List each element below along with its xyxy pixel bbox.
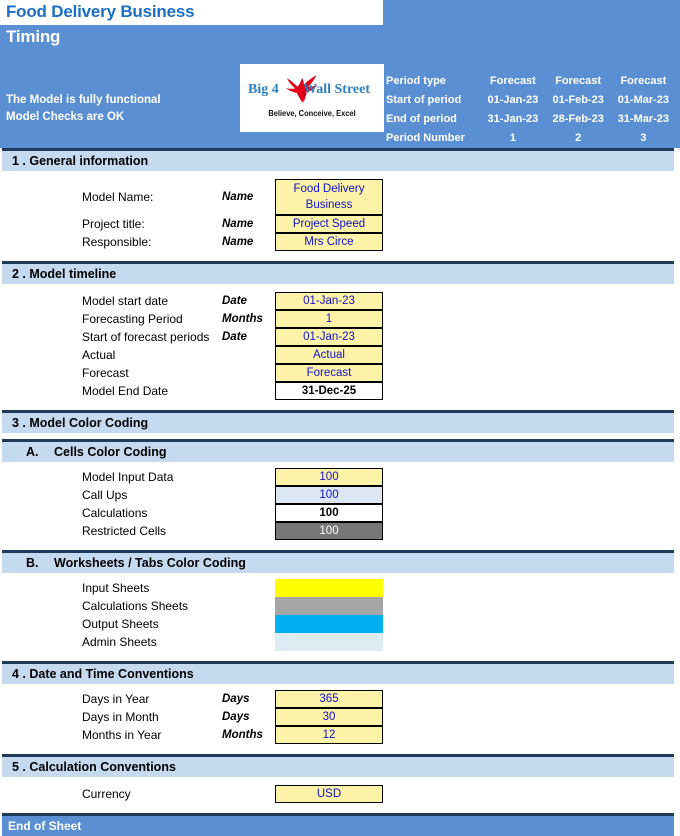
row-label: Calculations Sheets	[82, 599, 189, 613]
sheet-title: Timing	[6, 27, 61, 46]
row-unit: Days	[222, 711, 250, 723]
spacer	[0, 777, 680, 785]
section-header-calculation-conventions	[2, 754, 674, 777]
row-label: Restricted Cells	[82, 524, 167, 538]
start-of-period-value: 01-Jan-23	[487, 94, 539, 106]
section-header-date-time-conventions	[2, 661, 674, 684]
period-type-value: Forecast	[620, 75, 667, 87]
days-in-month-input[interactable]: 30	[275, 708, 383, 726]
period-type-label: Period type	[386, 75, 446, 87]
row-unit: Months	[222, 313, 263, 325]
row-label: Model Name:	[82, 190, 154, 204]
spacer	[0, 651, 680, 661]
row-model-name	[0, 179, 680, 215]
input-sheets-color-swatch	[275, 579, 383, 597]
spacer	[0, 540, 680, 550]
row-days-in-month	[0, 708, 680, 726]
end-of-sheet-label: End of Sheet	[8, 819, 82, 833]
logo-big4-text: Big 4	[248, 82, 279, 97]
row-label: Model End Date	[82, 384, 169, 398]
row-label: Calculations	[82, 506, 148, 520]
period-number-value: 1	[509, 132, 516, 144]
start-of-forecast-periods-input[interactable]: 01-Jan-23	[275, 328, 383, 346]
row-input-sheets	[0, 579, 680, 597]
project-title-input[interactable]: Project Speed	[275, 215, 383, 233]
spacer	[0, 803, 680, 813]
section-header-model-color-coding	[2, 410, 674, 433]
sheet-body	[0, 148, 680, 836]
period-number-value: 2	[575, 132, 582, 144]
general-information-rows	[0, 179, 680, 251]
start-of-period-value: 01-Feb-23	[552, 94, 604, 106]
days-in-year-input[interactable]: 365	[275, 690, 383, 708]
model-status-message: The Model is fully functional	[6, 94, 161, 106]
row-label: Responsible:	[82, 235, 152, 249]
row-label: Project title:	[82, 217, 145, 231]
calculation-conventions-rows	[0, 785, 680, 803]
call-ups-sample: 100	[275, 486, 383, 504]
cells-color-coding-rows	[0, 468, 680, 540]
row-model-input-data	[0, 468, 680, 486]
end-of-period-value: 31-Jan-23	[487, 113, 539, 125]
forecasting-period-input[interactable]: 1	[275, 310, 383, 328]
row-label: Currency	[82, 787, 131, 801]
row-calculations	[0, 504, 680, 522]
row-restricted-cells	[0, 522, 680, 540]
start-of-period-label: Start of period	[386, 94, 462, 106]
row-label: Output Sheets	[82, 617, 159, 631]
row-months-in-year	[0, 726, 680, 744]
subsection-letter: B.	[26, 556, 39, 570]
model-timeline-rows	[0, 292, 680, 400]
subsection-letter: A.	[26, 445, 39, 459]
spacer	[0, 744, 680, 754]
forecast-input[interactable]: Forecast	[275, 364, 383, 382]
row-model-end-date	[0, 382, 680, 400]
row-label: Input Sheets	[82, 581, 150, 595]
row-label: Call Ups	[82, 488, 128, 502]
spacer	[0, 251, 680, 261]
row-forecasting-period	[0, 310, 680, 328]
row-label: Start of forecast periods	[82, 330, 210, 344]
row-output-sheets	[0, 615, 680, 633]
row-days-in-year	[0, 690, 680, 708]
table-row	[386, 72, 676, 91]
row-label: Months in Year	[82, 728, 162, 742]
logo-tagline: Believe, Conceive, Excel	[268, 108, 356, 118]
row-label: Forecast	[82, 366, 129, 380]
section-header-label: 4 . Date and Time Conventions	[12, 667, 194, 681]
model-end-date-value: 31-Dec-25	[275, 382, 383, 400]
row-unit: Date	[222, 295, 247, 307]
row-label: Forecasting Period	[82, 312, 183, 326]
table-row	[386, 110, 676, 129]
workbook-title: Food Delivery Business	[6, 2, 195, 21]
section-header-label: 1 . General information	[12, 154, 149, 168]
restricted-cells-sample: 100	[275, 522, 383, 540]
sheet-banner	[0, 0, 680, 148]
logo-wallstreet-text: Wall Street	[303, 82, 371, 97]
subsection-header-tabs-color-coding	[2, 550, 674, 573]
end-of-period-label: End of period	[386, 113, 457, 125]
row-project-title	[0, 215, 680, 233]
period-header-table	[386, 72, 676, 148]
end-of-period-value: 28-Feb-23	[552, 113, 604, 125]
end-of-period-value: 31-Mar-23	[617, 113, 670, 125]
model-start-date-input[interactable]: 01-Jan-23	[275, 292, 383, 310]
logo-wordmark-row	[240, 78, 384, 104]
subsection-header-label: Cells Color Coding	[54, 445, 167, 459]
row-actual	[0, 346, 680, 364]
calculations-sheets-color-swatch	[275, 597, 383, 615]
row-calculations-sheets	[0, 597, 680, 615]
row-forecast	[0, 364, 680, 382]
row-unit: Months	[222, 729, 263, 741]
months-in-year-input[interactable]: 12	[275, 726, 383, 744]
row-unit: Name	[222, 218, 254, 230]
row-call-ups	[0, 486, 680, 504]
row-unit: Date	[222, 331, 247, 343]
subsection-header-label: Worksheets / Tabs Color Coding	[54, 556, 246, 570]
model-input-data-sample: 100	[275, 468, 383, 486]
admin-sheets-color-swatch	[275, 633, 383, 651]
start-of-period-value: 01-Mar-23	[617, 94, 670, 106]
currency-input[interactable]: USD	[275, 785, 383, 803]
period-number-label: Period Number	[386, 132, 465, 144]
row-label: Days in Year	[82, 692, 150, 706]
actual-input[interactable]: Actual	[275, 346, 383, 364]
table-row	[386, 91, 676, 110]
section-header-general-information	[2, 148, 674, 171]
section-header-label: 5 . Calculation Conventions	[12, 760, 176, 774]
row-currency	[0, 785, 680, 803]
tabs-color-coding-rows	[0, 579, 680, 651]
row-model-start-date	[0, 292, 680, 310]
subsection-header-cells-color-coding	[2, 439, 674, 462]
row-responsible	[0, 233, 680, 251]
spacer	[0, 400, 680, 410]
model-checks-message: Model Checks are OK	[6, 111, 125, 123]
section-header-label: 2 . Model timeline	[12, 267, 117, 281]
company-logo	[240, 64, 384, 132]
row-unit: Days	[222, 693, 250, 705]
spacer	[0, 171, 680, 179]
date-time-conventions-rows	[0, 690, 680, 744]
row-unit: Name	[222, 191, 254, 203]
responsible-input[interactable]: Mrs Circe	[275, 233, 383, 251]
row-label: Model Input Data	[82, 470, 174, 484]
output-sheets-color-swatch	[275, 615, 383, 633]
period-type-value: Forecast	[489, 75, 536, 87]
spacer	[0, 284, 680, 292]
row-unit: Name	[222, 236, 254, 248]
row-start-of-forecast-periods	[0, 328, 680, 346]
model-name-input[interactable]: Food Delivery Business	[275, 179, 383, 215]
calculations-sample: 100	[275, 504, 383, 522]
table-row	[386, 129, 676, 148]
row-label: Admin Sheets	[82, 635, 157, 649]
row-label: Days in Month	[82, 710, 159, 724]
period-number-value: 3	[640, 132, 647, 144]
row-label: Model start date	[82, 294, 169, 308]
row-label: Actual	[82, 348, 116, 362]
section-header-label: 3 . Model Color Coding	[12, 416, 149, 430]
end-of-sheet-bar	[2, 813, 674, 836]
section-header-model-timeline	[2, 261, 674, 284]
period-type-value: Forecast	[555, 75, 602, 87]
row-admin-sheets	[0, 633, 680, 651]
